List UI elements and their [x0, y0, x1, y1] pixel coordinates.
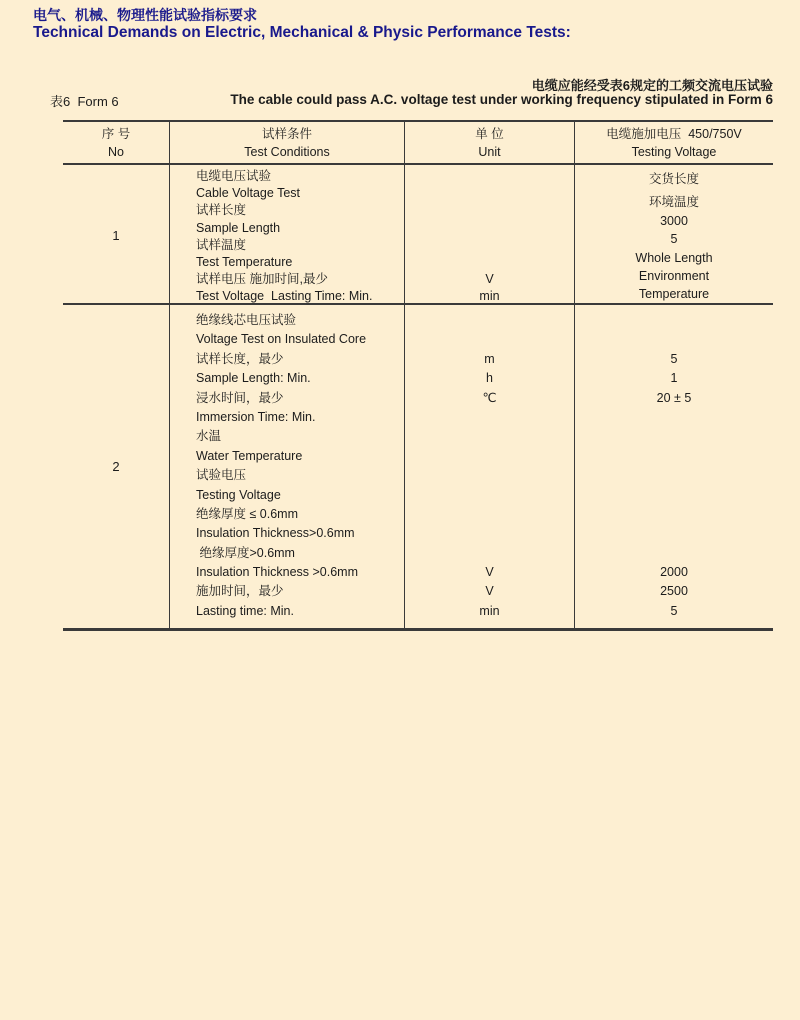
- text-line: 2000: [660, 565, 688, 580]
- text-line: min: [479, 603, 500, 618]
- row-1-values-cell: [575, 165, 773, 306]
- text-line: [405, 408, 574, 427]
- text-line: [575, 466, 773, 485]
- text-line: 5: [670, 351, 678, 366]
- text-line: Immersion Time: Min.: [196, 409, 316, 424]
- text-line: Cable Voltage Test: [196, 186, 301, 201]
- text-line: Environment: [638, 268, 710, 283]
- text-line: [575, 408, 773, 427]
- text-line: 交货长度: [648, 172, 699, 187]
- text-line: 试样长度，最少: [196, 351, 284, 366]
- text-line: Whole Length: [635, 250, 713, 265]
- text-line: min: [479, 289, 500, 304]
- column-header-unit-zh: 单 位: [475, 126, 504, 141]
- text-line: 5: [670, 603, 678, 618]
- text-line: [575, 486, 773, 505]
- text-line: [575, 311, 773, 330]
- text-line: 电缆电压试验: [196, 169, 272, 183]
- text-line: 1: [670, 371, 678, 386]
- text-line: [405, 330, 574, 349]
- column-header-no: [63, 122, 170, 163]
- column-header-no-zh: 序 号: [101, 126, 131, 141]
- row-1-conditions-cell: [170, 165, 405, 306]
- table-caption-en: The cable could pass A.C. voltage test under working frequency stipulated in Form 6: [230, 92, 773, 107]
- text-line: Insulation Thickness >0.6mm: [196, 565, 358, 580]
- text-line: Voltage Test on Insulated Core: [196, 332, 367, 347]
- text-line: 3000: [660, 213, 688, 228]
- text-line: Testing Voltage: [196, 487, 281, 502]
- spec-table: [63, 120, 773, 631]
- row-2-conditions-cell: [170, 305, 405, 628]
- text-line: Test Voltage Lasting Time: Min.: [196, 289, 373, 304]
- text-line: Insulation Thickness>0.6mm: [196, 526, 355, 541]
- text-line: 5: [670, 232, 678, 247]
- row-1-conditions: [170, 165, 404, 306]
- text-line: m: [484, 351, 495, 366]
- text-line: Temperature: [638, 287, 710, 302]
- column-header-no-en: No: [108, 144, 124, 159]
- text-line: Sample Length: [196, 220, 281, 235]
- table-row-2: [63, 305, 773, 628]
- text-line: [405, 185, 574, 202]
- text-line: 施加时间，最少: [196, 584, 284, 599]
- text-line: 绝缘厚度>0.6mm: [196, 545, 295, 560]
- text-line: 水温: [196, 429, 222, 444]
- text-line: 20 ± 5: [656, 390, 692, 405]
- text-line: Lasting time: Min.: [196, 603, 294, 618]
- text-line: ℃: [482, 390, 497, 405]
- text-line: 试验电压: [196, 468, 247, 483]
- text-line: Sample Length: Min.: [196, 371, 311, 386]
- text-line: V: [485, 584, 494, 599]
- table-number-label: 表6 Form 6: [50, 94, 119, 109]
- text-line: 试样温度: [196, 237, 247, 252]
- row-2-values-cell: [575, 305, 773, 628]
- text-line: [405, 311, 574, 330]
- text-line: [405, 427, 574, 446]
- column-header-voltage-en: Testing Voltage: [631, 144, 717, 159]
- table-caption-zh: 电缆应能经受表6规定的工频交流电压试验: [531, 78, 773, 93]
- text-line: Test Temperature: [196, 254, 293, 269]
- text-line: [405, 447, 574, 466]
- page-title-en: Technical Demands on Electric, Mechanical & Physic Performance Tests:: [33, 24, 571, 41]
- column-header-unit-en: Unit: [478, 144, 501, 159]
- column-header-voltage-zh: 电缆施加电压 450/750V: [606, 126, 742, 141]
- text-line: [405, 237, 574, 254]
- row-2-conditions: [170, 305, 404, 621]
- column-header-conditions-en: Test Conditions: [244, 144, 330, 159]
- text-line: 浸水时间，最少: [196, 390, 284, 405]
- text-line: [405, 466, 574, 485]
- row-2-number: 2: [63, 305, 170, 628]
- text-line: 2500: [660, 584, 688, 599]
- text-line: 试样长度: [196, 203, 247, 218]
- text-line: Water Temperature: [196, 448, 303, 463]
- text-line: 环境温度: [648, 194, 699, 209]
- text-line: [575, 427, 773, 446]
- column-header-unit: [405, 122, 575, 163]
- row-2-values: [575, 305, 773, 621]
- column-header-voltage: [575, 122, 773, 163]
- table-header-row: [63, 122, 773, 165]
- text-line: [405, 220, 574, 237]
- text-line: [405, 168, 574, 185]
- text-line: [575, 447, 773, 466]
- row-1-values: [575, 165, 773, 306]
- text-line: [575, 505, 773, 524]
- text-line: V: [485, 272, 494, 287]
- row-1-number: 1: [63, 165, 170, 306]
- column-header-conditions-zh: 试样条件: [261, 126, 312, 141]
- row-1-units-cell: [405, 165, 575, 306]
- text-line: h: [486, 371, 493, 386]
- text-line: 绝缘厚度 ≤ 0.6mm: [196, 506, 299, 521]
- text-line: [405, 202, 574, 219]
- text-line: 绝缘线芯电压试验: [196, 313, 297, 327]
- row-2-units: [405, 305, 574, 621]
- page-title-zh: 电气、机械、物理性能试验指标要求: [33, 7, 257, 23]
- row-2-units-cell: [405, 305, 575, 628]
- text-line: V: [485, 565, 494, 580]
- column-header-conditions: [170, 122, 405, 163]
- text-line: [405, 505, 574, 524]
- text-line: [575, 544, 773, 563]
- text-line: [405, 486, 574, 505]
- text-line: [405, 254, 574, 271]
- table-row-1: [63, 165, 773, 305]
- text-line: [575, 330, 773, 349]
- row-1-units: [405, 165, 574, 306]
- text-line: [575, 524, 773, 543]
- text-line: [405, 544, 574, 563]
- text-line: [405, 524, 574, 543]
- text-line: 试样电压 施加时间,最少: [196, 272, 328, 287]
